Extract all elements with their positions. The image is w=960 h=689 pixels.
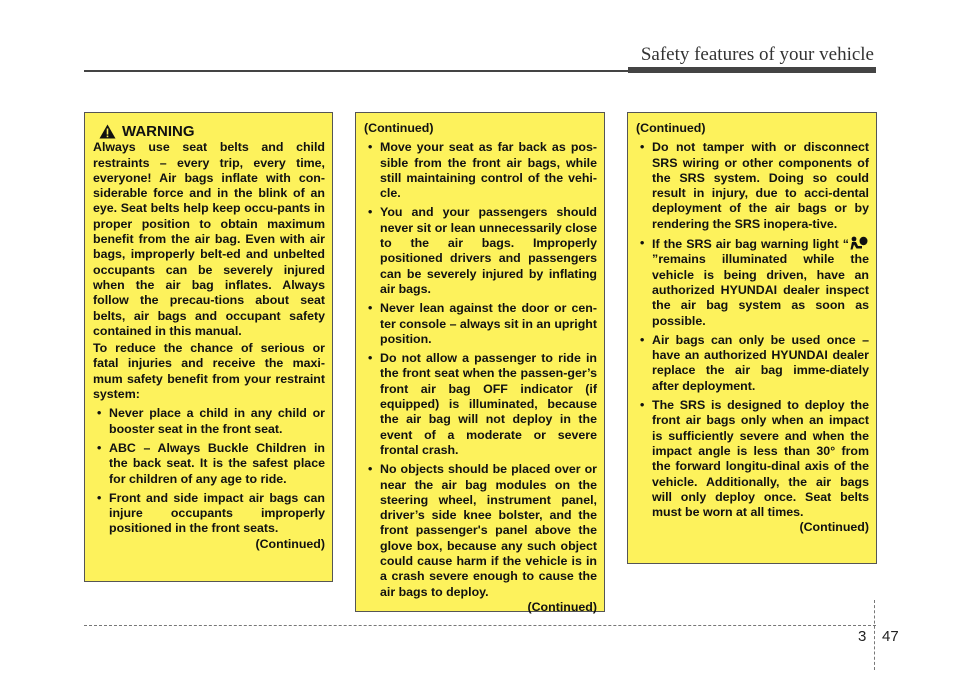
list-item: • The SRS is designed to deploy the front air bags only when an impact is sufficiently severe and when the impact angle is less than 30° from the forward longitu-dinal axis of the vehicle. Additionally, the air bags will only deploy once. Seat belts must be worn at all times. bbox=[636, 398, 869, 520]
footer-rule bbox=[84, 625, 876, 626]
warning-box bbox=[84, 112, 333, 582]
list-item bbox=[636, 236, 869, 329]
section-title: Safety features of your vehicle bbox=[640, 44, 874, 65]
list-item: • You and your passengers should never sit or lean unnecessarily close to the air bags. Improperly positioned drivers and passengers can be severely injured by inflating air bags. bbox=[364, 205, 597, 297]
continued-label: (Continued) bbox=[799, 520, 869, 535]
warning-list bbox=[93, 406, 325, 536]
footer-divider bbox=[874, 600, 875, 670]
list-item: • Never place a child in any child or booster seat in the front seat. bbox=[93, 406, 325, 437]
list-item: • Never lean against the door or cen-ter console – always sit in an upright position. bbox=[364, 301, 597, 347]
list-item: • No objects should be placed over or near the air bag modules on the steering wheel, instrument panel, driver’s side knee bolster, and the front passenger's panel above the glove box, because any such object could cause harm if the vehicle is in a crash severe enough to cause the air bags to deploy. bbox=[364, 462, 597, 600]
airbag-warning-light-icon bbox=[849, 236, 869, 250]
list-item: • Do not tamper with or disconnect SRS wiring or other components of the SRS system. Doing so could result in injury, due to acci-dental deployment of the air bags or by rendering the SRS inopera-tive. bbox=[636, 140, 869, 232]
list-item: • Move your seat as far back as pos-sible from the front air bags, while still maintaining control of the vehi-cle. bbox=[364, 140, 597, 201]
bullet-text-post: ”remains illuminated while the vehicle is being driven, have an authorized HYUNDAI dealer inspect the air bag system as soon as possible. bbox=[652, 252, 869, 328]
continued-head: (Continued) bbox=[636, 121, 706, 135]
bullet-text-pre: If the SRS air bag warning light “ bbox=[652, 237, 849, 252]
warning-intro: Always use seat belts and child restraints – every trip, every time, everyone! Air bags inflate with con-siderable force and in the blink of an eye. Seat belts help keep occu-pants in proper position to obtain maximum benefit from the air bag. Even with air bags, improperly belt-ed and unbelted occupants can be severely injured when the air bag inflates. Always follow the precau-tions about seat belts, air bags and occupant safety contained in this manual. bbox=[93, 140, 325, 338]
warning-list bbox=[364, 140, 597, 600]
continued-head: (Continued) bbox=[364, 121, 434, 135]
list-item: • Air bags can only be used once – have an authorized HYUNDAI dealer replace the air bag imme-diately after deployment. bbox=[636, 333, 869, 394]
continued-box-3 bbox=[627, 112, 877, 564]
list-item: • ABC – Always Buckle Children in the back seat. It is the safest place for children of any age to ride. bbox=[93, 441, 325, 487]
chapter-number: 3 bbox=[858, 628, 867, 645]
list-item: • Do not allow a passenger to ride in the front seat when the passen-ger’s front air bag OFF indicator (if equipped) is illuminated, because the air bag will not deploy in the event of a moderate or severe frontal crash. bbox=[364, 351, 597, 458]
warning-list bbox=[636, 140, 869, 520]
continued-box-2 bbox=[355, 112, 605, 612]
page-number: 47 bbox=[882, 628, 899, 645]
header-rule-accent bbox=[628, 67, 876, 73]
continued-label: (Continued) bbox=[255, 536, 325, 551]
warning-triangle-icon bbox=[99, 124, 116, 139]
warning-title: WARNING bbox=[122, 123, 195, 140]
warning-heading bbox=[99, 124, 325, 139]
list-item: • Front and side impact air bags can injure occupants improperly positioned in the front seats. bbox=[93, 491, 325, 537]
warning-para2: To reduce the chance of serious or fatal injuries and receive the maxi-mum safety benefit from your restraint system: bbox=[93, 341, 325, 402]
continued-label: (Continued) bbox=[527, 599, 597, 614]
